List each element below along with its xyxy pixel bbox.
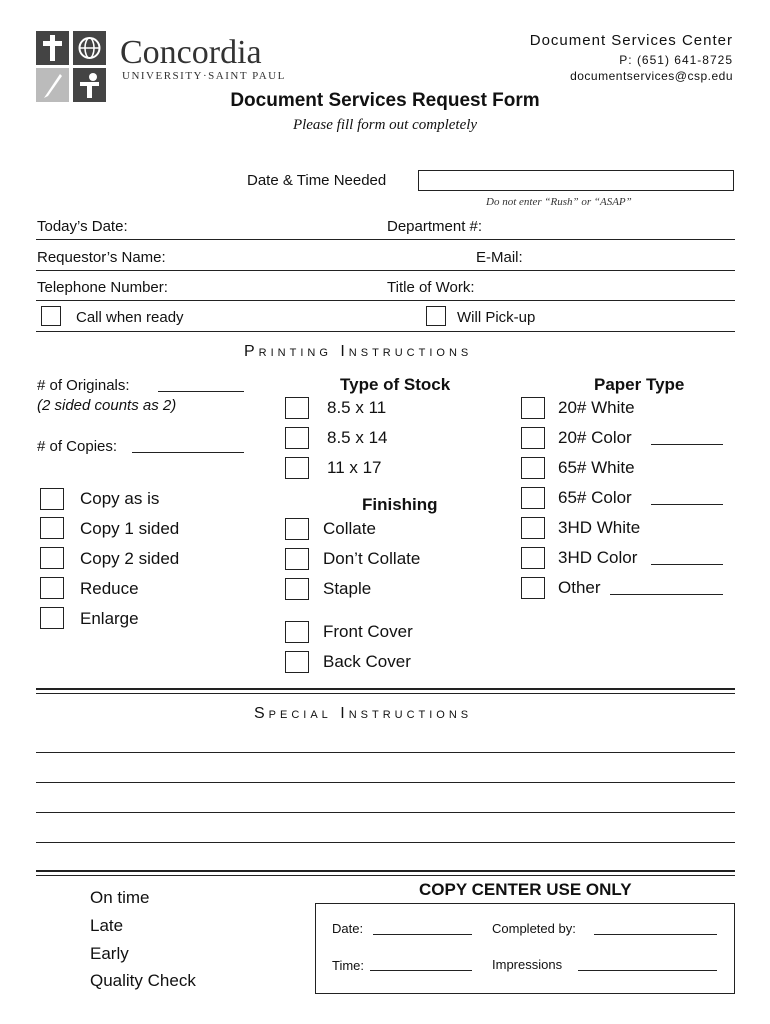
requestor-name-label: Requestor’s Name: (37, 249, 166, 266)
paper-3hd-color-label: 3HD Color (558, 548, 638, 567)
impressions-label: Impressions (492, 957, 563, 972)
paper-20-white-label: 20# White (558, 398, 635, 417)
brand-subtitle: UNIVERSITY·SAINT PAUL (122, 70, 286, 82)
paper-3hd-color-checkbox[interactable] (521, 547, 545, 569)
globe-icon (73, 31, 106, 65)
will-pickup-checkbox[interactable] (426, 306, 446, 326)
special-line[interactable] (36, 782, 735, 783)
email-label: E-Mail: (476, 249, 523, 266)
dont-collate-label: Don’t Collate (323, 549, 421, 568)
date-time-field[interactable] (418, 170, 734, 191)
section-divider (36, 688, 735, 690)
paper-type-header: Paper Type (594, 375, 685, 394)
brand-name: Concordia (120, 34, 262, 71)
originals-line[interactable] (158, 391, 244, 392)
form-title: Document Services Request Form (230, 90, 540, 111)
paper-65-color-label: 65# Color (558, 488, 632, 507)
paper-20-color-checkbox[interactable] (521, 427, 545, 449)
stock-8-5x14-label: 8.5 x 14 (327, 428, 388, 447)
telephone-label: Telephone Number: (37, 279, 168, 296)
paper-3hd-white-label: 3HD White (558, 518, 641, 537)
copy-2-sided-checkbox[interactable] (40, 547, 64, 569)
finishing-header: Finishing (362, 495, 438, 514)
copy-as-is-checkbox[interactable] (40, 488, 64, 510)
copy-center-title: COPY CENTER USE ONLY (419, 880, 632, 899)
enlarge-checkbox[interactable] (40, 607, 64, 629)
section-divider (36, 875, 735, 876)
special-line[interactable] (36, 752, 735, 753)
center-email: documentservices@csp.edu (570, 69, 733, 83)
section-divider (36, 693, 735, 694)
copies-line[interactable] (132, 452, 244, 453)
reduce-checkbox[interactable] (40, 577, 64, 599)
paper-20-white-checkbox[interactable] (521, 397, 545, 419)
center-phone: P: (651) 641-8725 (619, 53, 733, 67)
copy-center-box (315, 903, 735, 994)
copies-label: # of Copies: (37, 438, 118, 455)
stock-11x17-checkbox[interactable] (285, 457, 309, 479)
paper-65-color-line[interactable] (651, 504, 723, 505)
stock-11x17-label: 11 x 17 (327, 458, 382, 477)
row-divider (36, 239, 735, 240)
enlarge-label: Enlarge (80, 609, 139, 628)
paper-other-checkbox[interactable] (521, 577, 545, 599)
completed-by-line[interactable] (594, 934, 717, 935)
paper-65-color-checkbox[interactable] (521, 487, 545, 509)
completed-by-label: Completed by: (492, 921, 576, 936)
special-line[interactable] (36, 842, 735, 843)
paper-65-white-checkbox[interactable] (521, 457, 545, 479)
row-divider (36, 270, 735, 271)
paper-65-white-label: 65# White (558, 458, 635, 477)
copy-center-time-line[interactable] (370, 970, 472, 971)
title-of-work-label: Title of Work: (387, 279, 475, 296)
center-title: Document Services Center (529, 32, 733, 49)
section-divider (36, 870, 735, 872)
paper-other-label: Other (558, 578, 601, 597)
status-on-time: On time (90, 888, 150, 907)
row-divider (36, 300, 735, 301)
paper-20-color-label: 20# Color (558, 428, 632, 447)
copy-1-sided-label: Copy 1 sided (80, 519, 180, 538)
date-time-note: Do not enter “Rush” or “ASAP” (486, 196, 632, 208)
copy-center-date-line[interactable] (373, 934, 472, 935)
back-cover-label: Back Cover (323, 652, 411, 671)
copy-as-is-label: Copy as is (80, 489, 160, 508)
reduce-label: Reduce (80, 579, 139, 598)
stock-8-5x11-label: 8.5 x 11 (327, 398, 387, 417)
collate-checkbox[interactable] (285, 518, 309, 540)
originals-label: # of Originals: (37, 377, 130, 394)
back-cover-checkbox[interactable] (285, 651, 309, 673)
paper-20-color-line[interactable] (651, 444, 723, 445)
printing-instructions-header: Printing Instructions (244, 343, 473, 360)
date-time-label: Date & Time Needed (247, 172, 387, 189)
will-pickup-label: Will Pick-up (457, 309, 536, 326)
row-divider (36, 331, 735, 332)
staple-checkbox[interactable] (285, 578, 309, 600)
status-early: Early (90, 944, 129, 963)
paper-3hd-color-line[interactable] (651, 564, 723, 565)
staple-label: Staple (323, 579, 372, 598)
front-cover-checkbox[interactable] (285, 621, 309, 643)
special-line[interactable] (36, 812, 735, 813)
collate-label: Collate (323, 519, 376, 538)
front-cover-label: Front Cover (323, 622, 413, 641)
todays-date-label: Today’s Date: (37, 218, 128, 235)
copy-2-sided-label: Copy 2 sided (80, 549, 180, 568)
special-instructions-header: Special Instructions (254, 705, 473, 722)
status-late: Late (90, 916, 124, 935)
copy-1-sided-checkbox[interactable] (40, 517, 64, 539)
dont-collate-checkbox[interactable] (285, 548, 309, 570)
department-label: Department #: (387, 218, 483, 235)
cross-icon (36, 31, 69, 65)
stock-8-5x14-checkbox[interactable] (285, 427, 309, 449)
paper-3hd-white-checkbox[interactable] (521, 517, 545, 539)
impressions-line[interactable] (578, 970, 717, 971)
originals-note: (2 sided counts as 2) (37, 397, 177, 414)
stock-header: Type of Stock (340, 375, 451, 394)
call-when-ready-checkbox[interactable] (41, 306, 61, 326)
call-when-ready-label: Call when ready (76, 309, 184, 326)
copy-center-time-label: Time: (332, 958, 365, 973)
paper-other-line[interactable] (610, 594, 723, 595)
stock-8-5x11-checkbox[interactable] (285, 397, 309, 419)
copy-center-date-label: Date: (332, 921, 364, 936)
form-subtitle: Please fill form out completely (292, 117, 478, 133)
status-quality-check: Quality Check (90, 971, 196, 990)
